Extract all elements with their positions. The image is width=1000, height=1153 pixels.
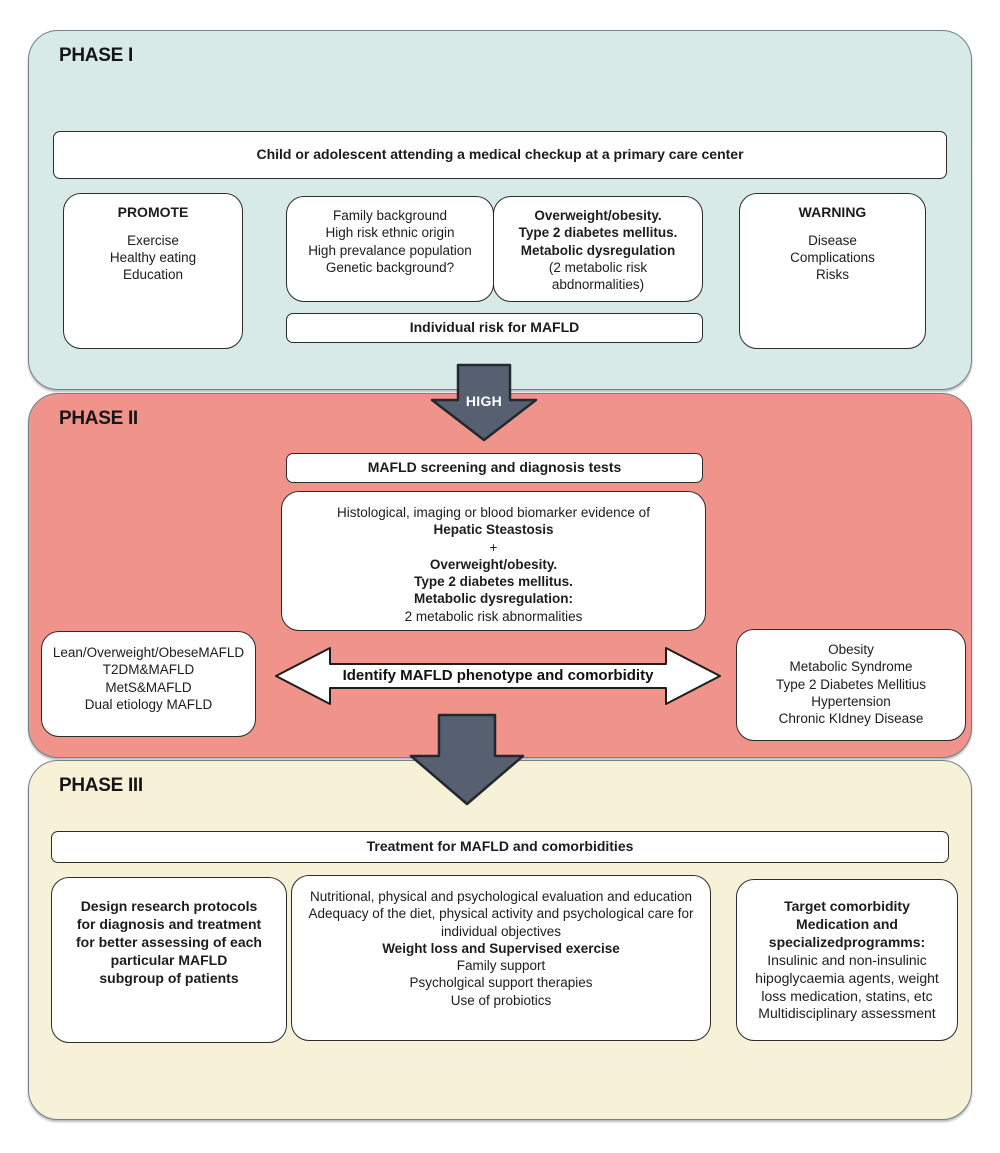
promote-title: PROMOTE [117, 204, 189, 220]
phenotype-lines: Lean/Overweight/ObeseMAFLD T2DM&MAFLD MetS&MAFLD Dual etiology MAFLD [52, 645, 245, 712]
phase2-panel [28, 393, 972, 758]
warning-items: Disease Complications Risks [790, 232, 875, 283]
lifestyle-lines-2: Family support Psycholgical support therapies Use of probiotics [409, 958, 593, 1008]
comorbidity-box [736, 629, 966, 741]
promote-items: Exercise Healthy eating Education [109, 232, 197, 283]
target-comorbidity-box [736, 879, 958, 1041]
warning-box [739, 193, 926, 349]
screening-banner: MAFLD screening and diagnosis tests [286, 453, 703, 483]
research-protocols-lines: Design research protocols for diagnosis and treatment for better assessing of each particular MAFLD subgroup of patients [76, 898, 262, 986]
evidence-steatosis: Hepatic Steastosis [433, 522, 554, 538]
target-bold-lines: Target comorbidity Medication and specializedprogramms: [768, 898, 926, 950]
phase1-label: PHASE I [59, 45, 133, 66]
metabolic-normal-lines: (2 metabolic risk abdnormalities) [548, 259, 648, 293]
lifestyle-lines-1: Nutritional, physical and psychological evaluation and education Adequacy of the diet, physical activity and psychological care for individual objectives [308, 889, 694, 939]
high-down-arrow-icon [429, 363, 539, 443]
individual-risk-banner: Individual risk for MAFLD [286, 313, 703, 343]
promote-box [63, 193, 243, 349]
high-arrow-label: HIGH [465, 393, 503, 409]
phase2-to-phase3-down-arrow-icon [408, 713, 526, 807]
phase1-top-banner: Child or adolescent attending a medical checkup at a primary care center [53, 131, 947, 179]
risk-background-box [286, 196, 494, 302]
treatment-banner: Treatment for MAFLD and comorbidities [51, 831, 949, 863]
phase3-label: PHASE III [59, 775, 143, 796]
evidence-box [281, 491, 706, 631]
phenotype-box [41, 631, 256, 737]
warning-title: WARNING [798, 204, 867, 220]
evidence-plus: + [489, 539, 498, 555]
phase1-panel [28, 30, 972, 390]
identify-double-arrow-icon [273, 644, 723, 708]
evidence-outro: 2 metabolic risk abnormalities [404, 608, 583, 624]
research-protocols-box [51, 877, 287, 1043]
lifestyle-box [291, 875, 711, 1041]
identify-arrow-label: Identify MAFLD phenotype and comorbidity [342, 667, 654, 685]
target-normal-lines: Insulinic and non-insulinic hipoglycaemia agents, weight loss medication, statins, etc Multidisciplinary assessment [755, 951, 939, 1022]
risk-background-lines: Family background High risk ethnic origin High prevalance population Genetic background? [308, 208, 472, 275]
comorbidity-lines: Obesity Metabolic Syndrome Type 2 Diabetes Mellitius Hypertension Chronic KIdney Disease [775, 642, 927, 727]
evidence-bold-lines: Overweight/obesity. Type 2 diabetes mellitus. Metabolic dysregulation: [413, 556, 574, 607]
phase3-panel [28, 760, 972, 1120]
phase2-label: PHASE II [59, 408, 138, 429]
lifestyle-bold-line: Weight loss and Supervised exercise [382, 940, 620, 956]
metabolic-bold-lines: Overweight/obesity. Type 2 diabetes mellitus. Metabolic dysregulation [518, 208, 678, 258]
evidence-intro: Histological, imaging or blood biomarker evidence of [337, 505, 650, 520]
metabolic-risk-box [493, 196, 703, 302]
